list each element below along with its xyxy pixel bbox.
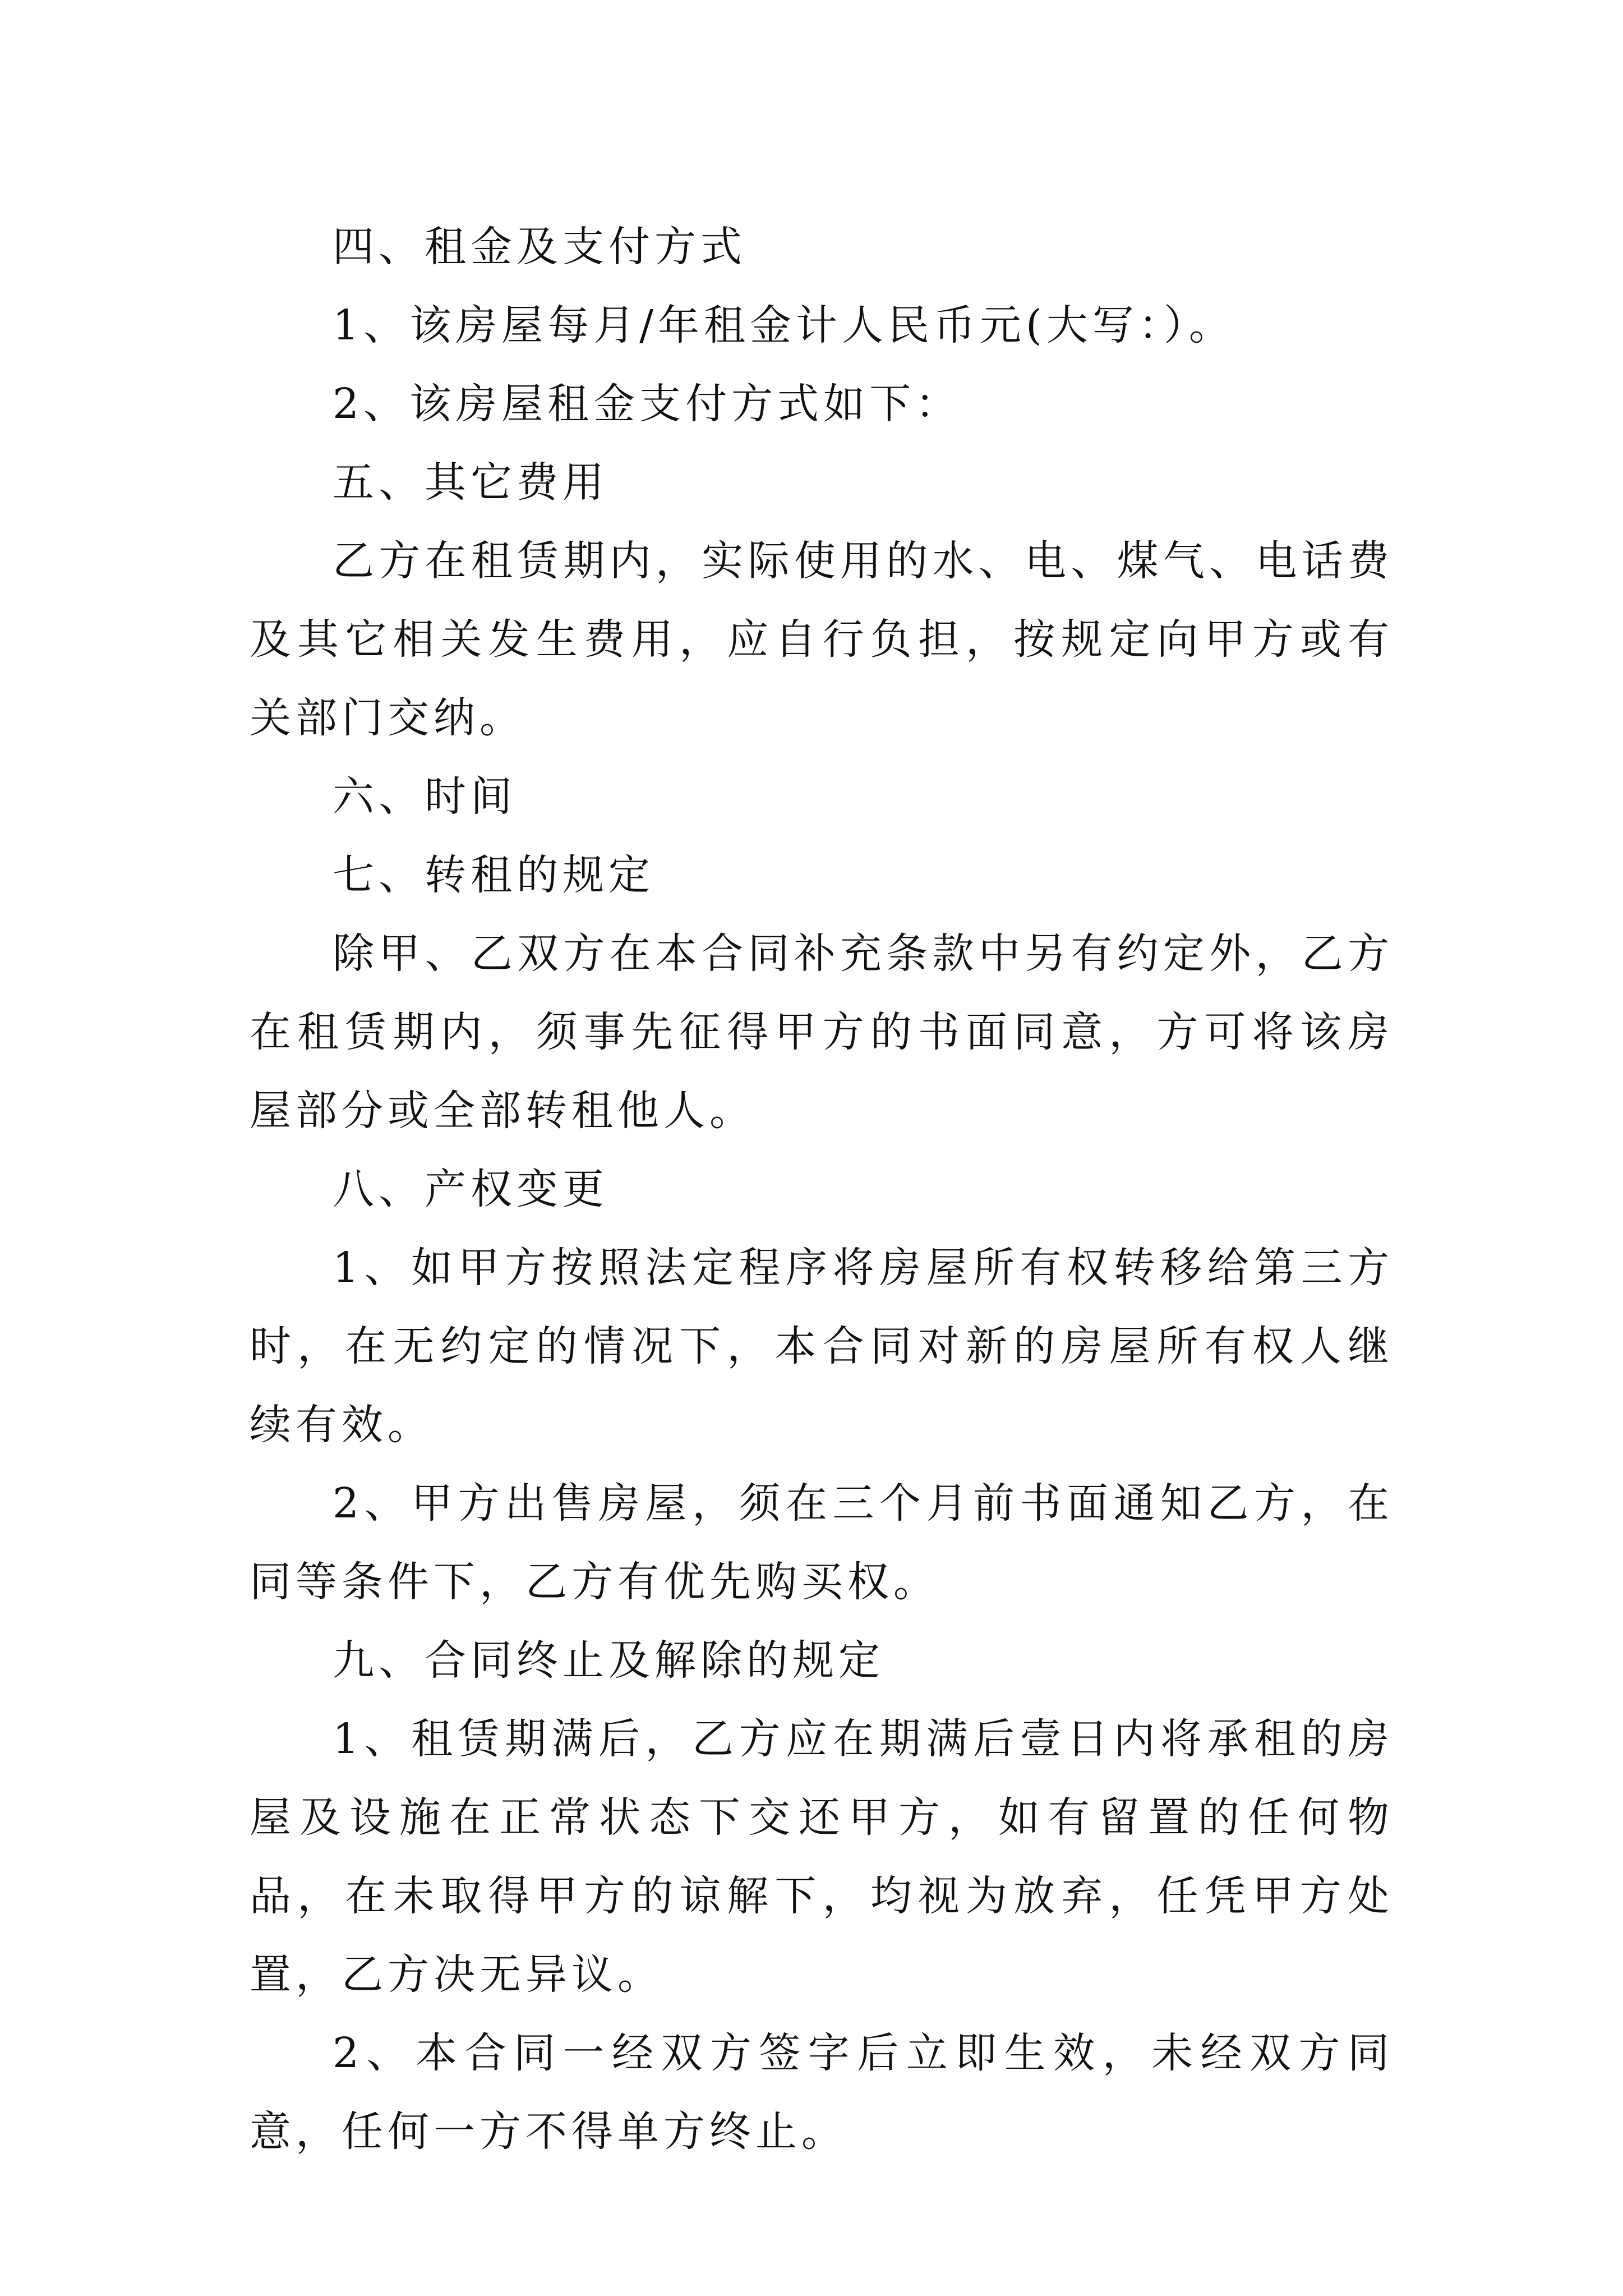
clause-effective-upon-signing: 2、本合同一经双方签字后立即生效，未经双方同意，任何一方不得单方终止。 bbox=[250, 2029, 1394, 2156]
clause-ownership-transfer: 1、如甲方按照法定程序将房屋所有权转移给第三方时，在无约定的情况下，本合同对新的房屋所有权人继续有效。 bbox=[250, 1244, 1394, 1449]
clause-sale-notice: 2、甲方出售房屋，须在三个月前书面通知乙方，在同等条件下，乙方有优先购买权。 bbox=[250, 1479, 1394, 1606]
section-heading-termination: 九、合同终止及解除的规定 bbox=[333, 1636, 884, 1685]
section-heading-time: 六、时间 bbox=[333, 772, 517, 821]
clause-utility-fees: 乙方在租赁期内，实际使用的水、电、煤气、电话费及其它相关发生费用，应自行负担，按规定向甲方或有关部门交纳。 bbox=[250, 537, 1394, 742]
section-heading-rent-payment: 四、租金及支付方式 bbox=[333, 223, 746, 271]
section-heading-property-change: 八、产权变更 bbox=[333, 1165, 608, 1213]
clause-rent-payment-method: 2、该房屋租金支付方式如下： bbox=[333, 380, 962, 428]
section-heading-other-fees: 五、其它费用 bbox=[333, 458, 608, 507]
document-page bbox=[250, 208, 1394, 2171]
clause-lease-expiry: 1、租赁期满后，乙方应在期满后壹日内将承租的房屋及设施在正常状态下交还甲方，如有留置的任何物品，在未取得甲方的谅解下，均视为放弃，任凭甲方处置，乙方决无异议。 bbox=[250, 1715, 1394, 1999]
clause-sublease-consent: 除甲、乙双方在本合同补充条款中另有约定外，乙方在租赁期内，须事先征得甲方的书面同意，方可将该房屋部分或全部转租他人。 bbox=[250, 930, 1394, 1135]
section-heading-sublease: 七、转租的规定 bbox=[333, 851, 654, 899]
clause-rent-amount: 1、该房屋每月/年租金计人民币元(大写：）。 bbox=[333, 301, 1235, 349]
